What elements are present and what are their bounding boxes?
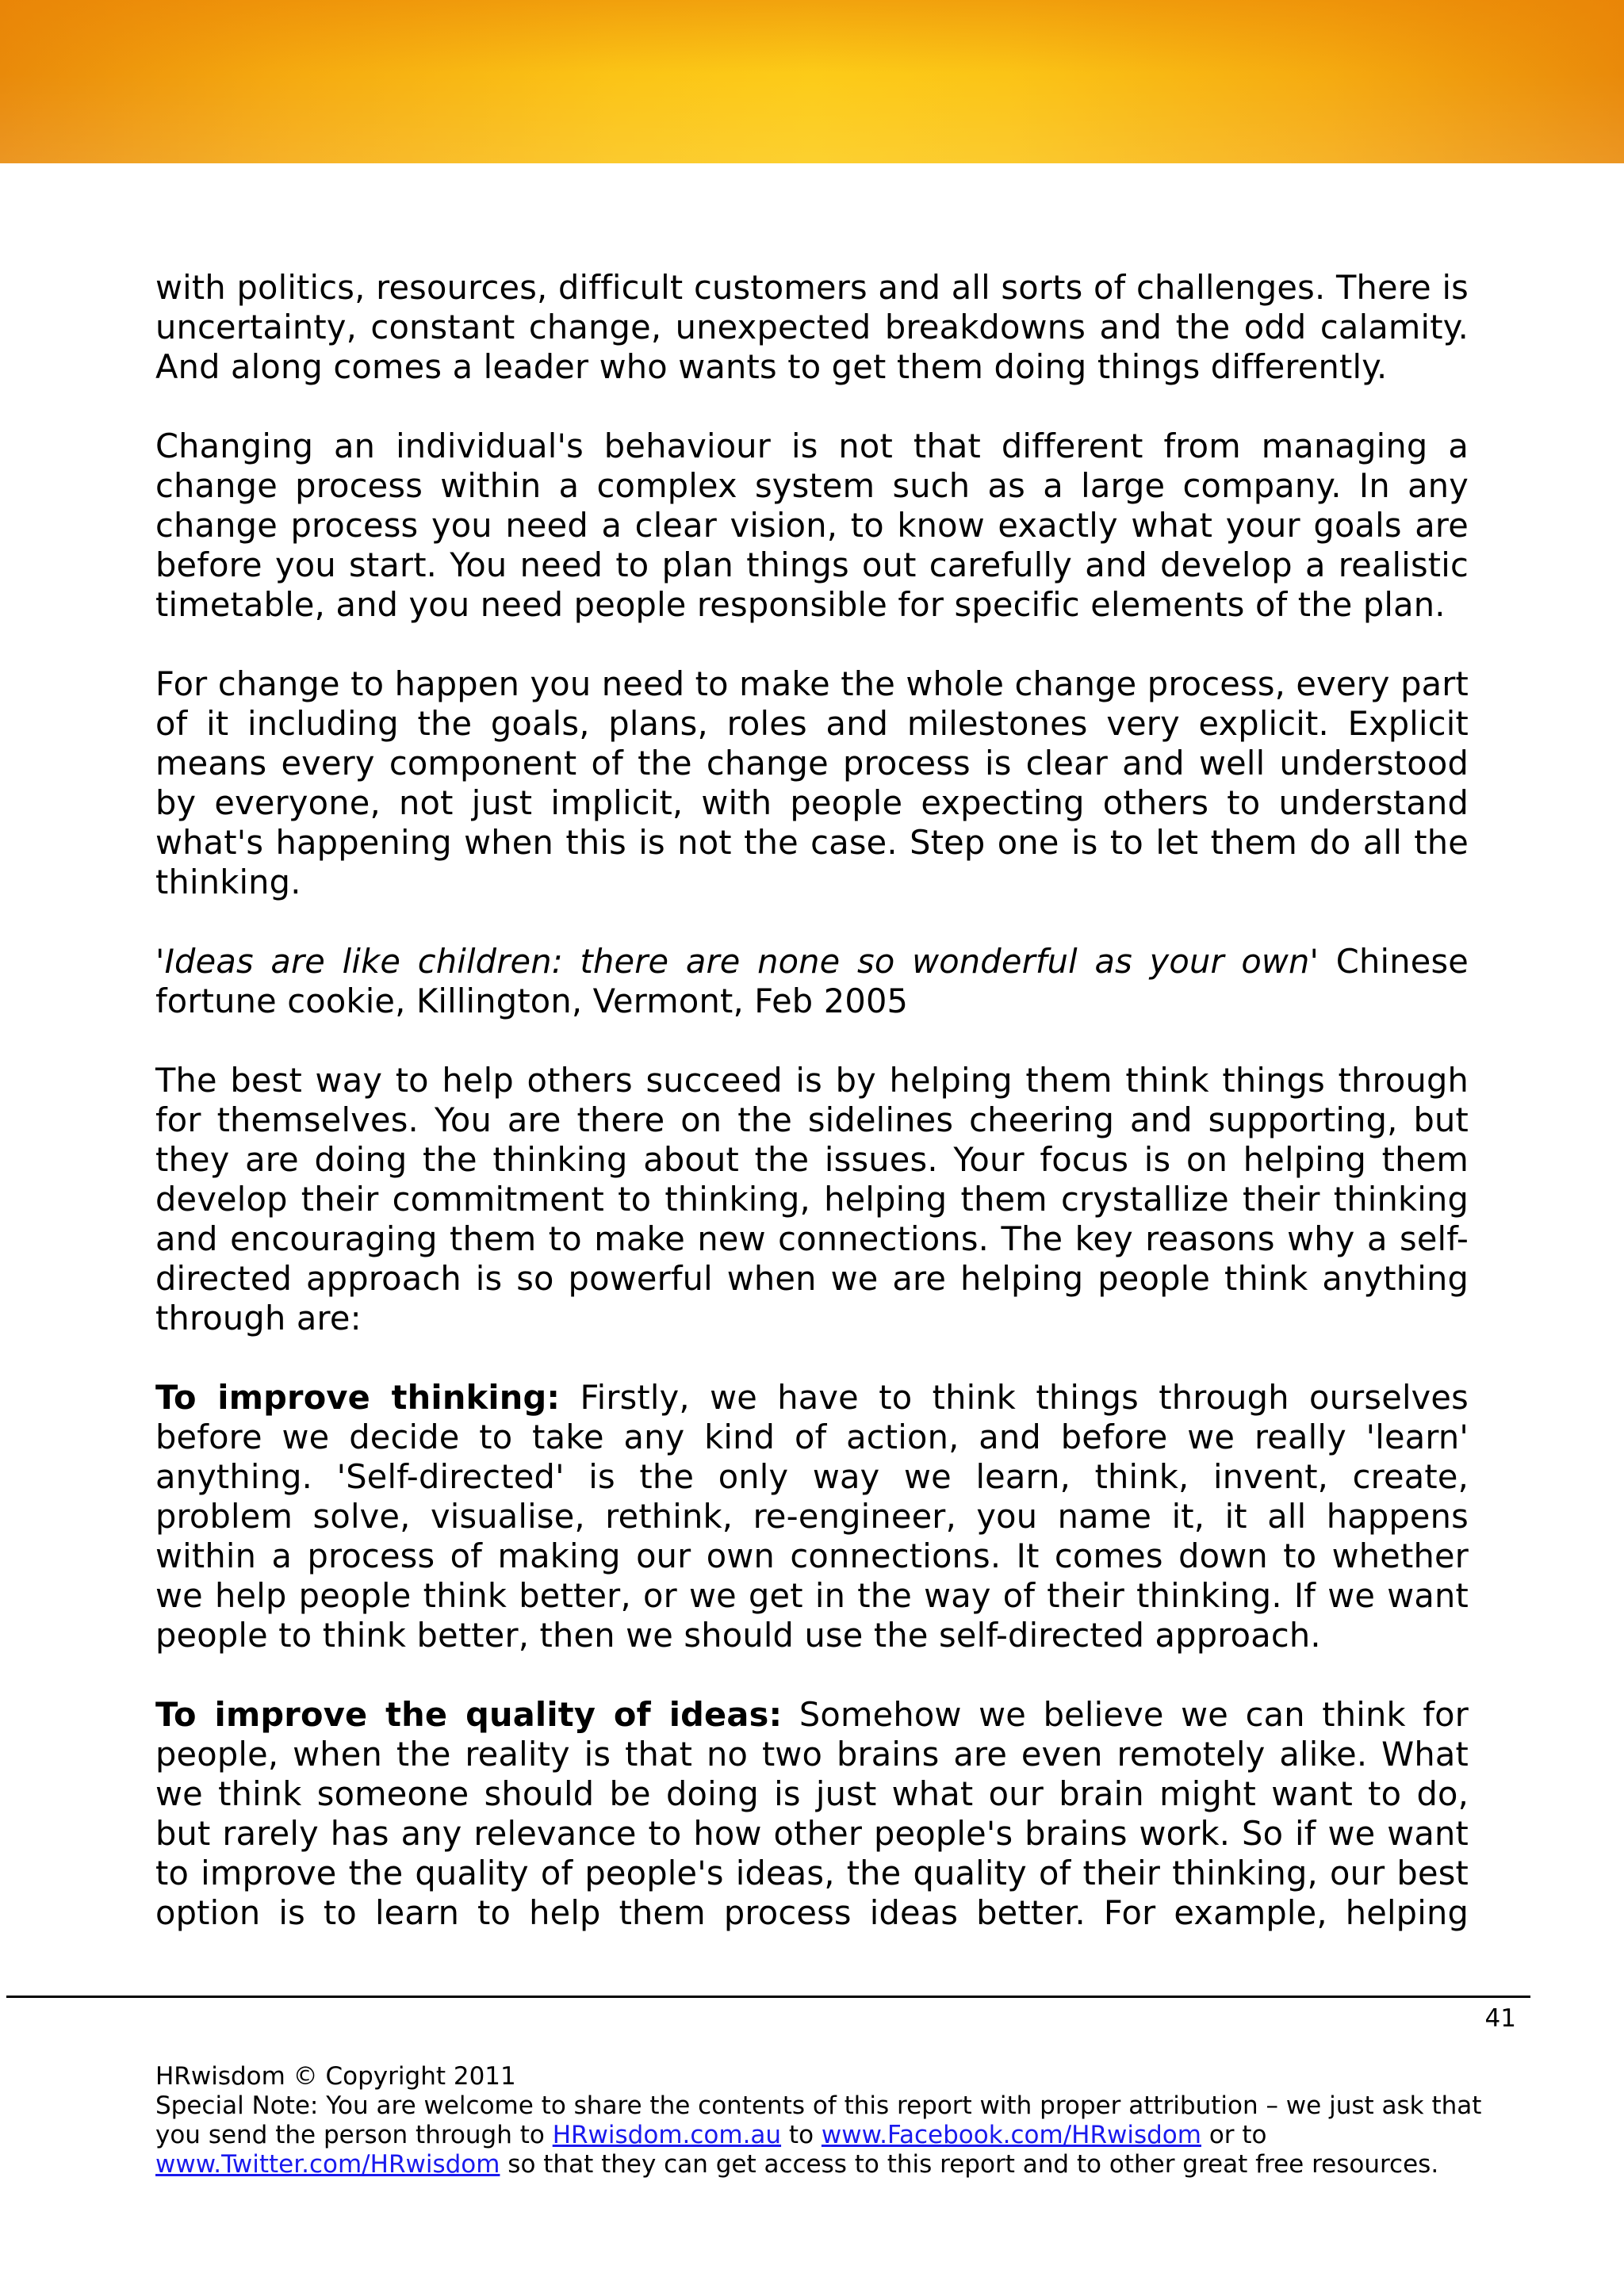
note-text-4: so that they can get access to this report and to other great free resources. <box>500 2150 1439 2179</box>
copyright-line: HRwisdom © Copyright 2011 <box>155 2062 516 2091</box>
special-note <box>155 2091 1503 2179</box>
improve-thinking-text: Firstly, we have to think things through ourselves before we decide to take any kind of action, and before we really 'learn' anything. 'Self-directed' is the only way we learn, think, invent, create, problem solve, visualise, rethink, re-engineer, you name it, it all happens within a process of making our own connections. It comes down to whether we help people think better, or we get in the way of their thinking. If we want people to think better, then we should use the self-directed approach. <box>155 1378 1469 1655</box>
quote-source: Chinese fortune cookie, Killington, Vermont, Feb 2005 <box>155 942 1469 1020</box>
header-banner <box>0 0 1624 163</box>
paragraph-explicit-change: For change to happen you need to make the whole change process, every part of it including the goals, plans, roles and milestones very explicit. Explicit means every component of the change process is clear and well understood by everyone, not just implicit, with people expecting others to understand what's happening when this is not the case. Step one is to let them do all the thinking. <box>155 664 1469 901</box>
quality-ideas-heading: To improve the quality of ideas: <box>155 1695 783 1734</box>
paragraph-intro: with politics, resources, difficult customers and all sorts of challenges. There is uncertainty, constant change, unexpected breakdowns and the odd calamity. And along comes a leader who wants to get them doing things differently. <box>155 268 1469 386</box>
quote-text: 'Ideas are like children: there are none so wonderful as your own' <box>155 942 1320 981</box>
note-text-2: to <box>781 2121 822 2149</box>
twitter-link[interactable]: www.Twitter.com/HRwisdom <box>155 2150 500 2179</box>
page-body <box>155 268 1469 1973</box>
hrwisdom-link[interactable]: HRwisdom.com.au <box>552 2121 782 2149</box>
facebook-link[interactable]: www.Facebook.com/HRwisdom <box>821 2121 1201 2149</box>
note-text-1: Special Note: You are welcome to share the contents of this report with proper attribution – we just ask that you send the person through to <box>155 2091 1482 2149</box>
paragraph-improve-thinking <box>155 1378 1469 1655</box>
improve-thinking-heading: To improve thinking: <box>155 1378 561 1417</box>
footer <box>155 2062 1503 2179</box>
quote-paragraph <box>155 942 1469 1021</box>
quality-ideas-text: Somehow we believe we can think for people, when the reality is that no two brains are even remotely alike. What we think someone should be doing is just what our brain might want to do, but rarely has any relevance to how other people's brains work. So if we want to improve the quality of people's ideas, the quality of their thinking, our best option is to learn to help them process ideas better. For example, helping <box>155 1695 1469 1932</box>
note-text-3: or to <box>1201 2121 1267 2149</box>
paragraph-best-way: The best way to help others succeed is by helping them think things through for themselves. You are there on the sidelines cheering and supporting, but they are doing the thinking about the issues. Your focus is on helping them develop their commitment to thinking, helping them crystallize their thinking and encouraging them to make new connections. The key reasons why a self-directed approach is so powerful when we are helping people think anything through are: <box>155 1061 1469 1337</box>
paragraph-quality-ideas <box>155 1695 1469 1933</box>
page-number: 41 <box>1484 2004 1516 2033</box>
footer-divider <box>6 1996 1530 1998</box>
paragraph-change-process: Changing an individual's behaviour is not that different from managing a change process within a complex system such as a large company. In any change process you need a clear vision, to know exactly what your goals are before you start. You need to plan things out carefully and develop a realistic timetable, and you need people responsible for specific elements of the plan. <box>155 427 1469 624</box>
